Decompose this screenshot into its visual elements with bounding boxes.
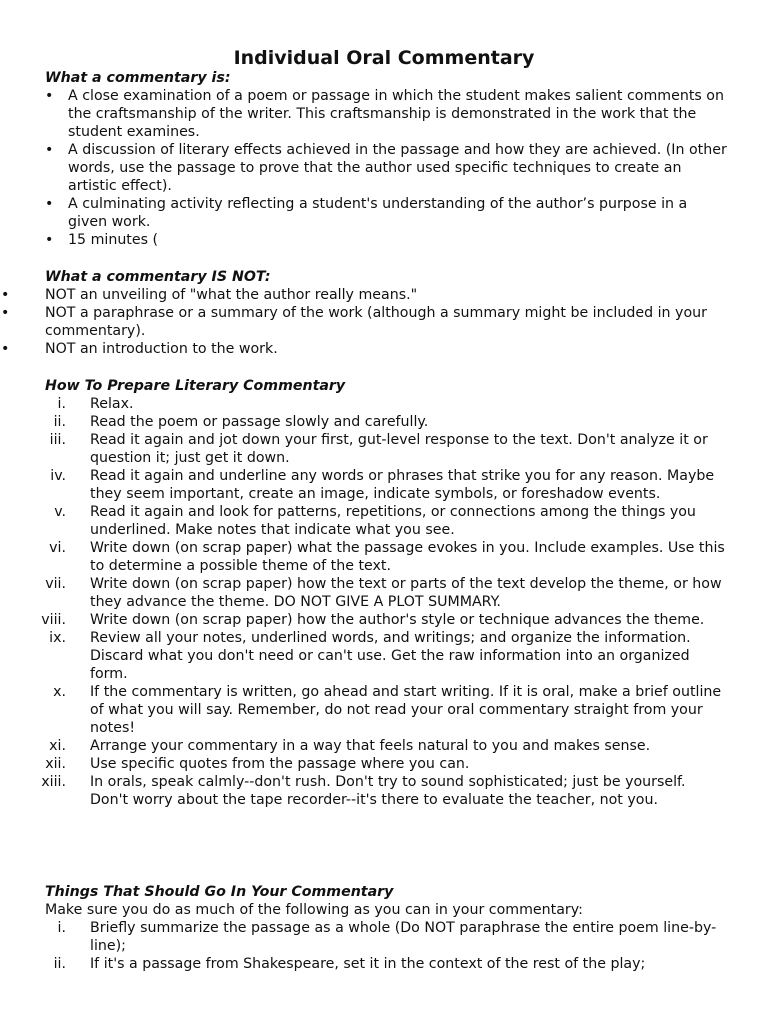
section-heading-what-is: What a commentary is: <box>45 70 231 86</box>
list-item: i. Briefly summarize the passage as a whole (Do NOT paraphrase the entire poem line-by-line); <box>57 920 717 954</box>
list-item: • NOT a paraphrase or a summary of the work (although a summary might be included in your commentary). <box>1 305 707 339</box>
list-item: vii. Write down (on scrap paper) how the text or parts of the text develop the theme, or how they advance the theme. DO NOT GIVE A PLOT SUMMARY. <box>45 576 722 610</box>
list-item: x. If the commentary is written, go ahead and start writing. If it is oral, make a brief outline of what you will say. Remember, do not read your oral commentary straight from your notes! <box>53 684 722 736</box>
section-intro-text: Make sure you do as much of the following as you can in your commentary: <box>45 902 583 918</box>
section-heading-is-not: What a commentary IS NOT: <box>45 269 271 285</box>
list-item: iii. Read it again and jot down your first, gut-level response to the text. Don't analyze it or question it; just get it down. <box>49 432 708 466</box>
is-not-list <box>1 286 725 358</box>
list-item: vi. Write down (on scrap paper) what the passage evokes in you. Include examples. Use this to determine a possible theme of the text. <box>49 540 725 574</box>
commentary-contents-list <box>53 919 728 973</box>
prepare-steps-list <box>41 395 728 809</box>
list-item: • NOT an unveiling of "what the author really means." <box>1 287 418 303</box>
what-is-list <box>45 87 728 249</box>
list-item: • A close examination of a poem or passage in which the student makes salient comments on the craftsmanship of the writer. This craftsmanship is demonstrated in the work that the student examines. <box>45 88 724 140</box>
list-item: i. Relax. <box>57 396 134 412</box>
list-item: xiii. In orals, speak calmly--don't rush. Don't try to sound sophisticated; just be yourself. Don't worry about the tape recorder--it's there to evaluate the teacher, not you. <box>41 774 686 808</box>
list-item: v. Read it again and look for patterns, repetitions, or connections among the things you underlined. Make notes that indicate what you see. <box>54 504 696 538</box>
list-item: xi. Arrange your commentary in a way that feels natural to you and makes sense. <box>49 738 651 754</box>
list-item: xii. Use specific quotes from the passage where you can. <box>45 756 470 772</box>
page-title: Individual Oral Commentary <box>233 47 535 69</box>
list-item: • A culminating activity reflecting a student's understanding of the author’s purpose in a given work. <box>45 196 688 230</box>
list-item: • A discussion of literary effects achieved in the passage and how they are achieved. (In other words, use the passage to prove that the author used specific techniques to create an artistic effect). <box>45 142 727 194</box>
list-item: ii. Read the poem or passage slowly and carefully. <box>53 414 429 430</box>
list-item: viii. Write down (on scrap paper) how the author's style or technique advances the theme. <box>41 612 705 628</box>
section-heading-things-in-commentary: Things That Should Go In Your Commentary <box>45 884 394 900</box>
list-item: ix. Review all your notes, underlined words, and writings; and organize the information. Discard what you don't need or can't use. Get the raw information into an organized form. <box>49 630 691 682</box>
list-item: iv. Read it again and underline any words or phrases that strike you for any reason. Maybe they seem important, create an image, indicate symbols, or foreshadow events. <box>50 468 715 502</box>
section-heading-how-to-prepare: How To Prepare Literary Commentary <box>45 378 346 394</box>
list-item: ii. If it's a passage from Shakespeare, set it in the context of the rest of the play; <box>53 956 646 972</box>
list-item: • 15 minutes ( <box>45 232 159 248</box>
list-item: • NOT an introduction to the work. <box>1 341 278 357</box>
